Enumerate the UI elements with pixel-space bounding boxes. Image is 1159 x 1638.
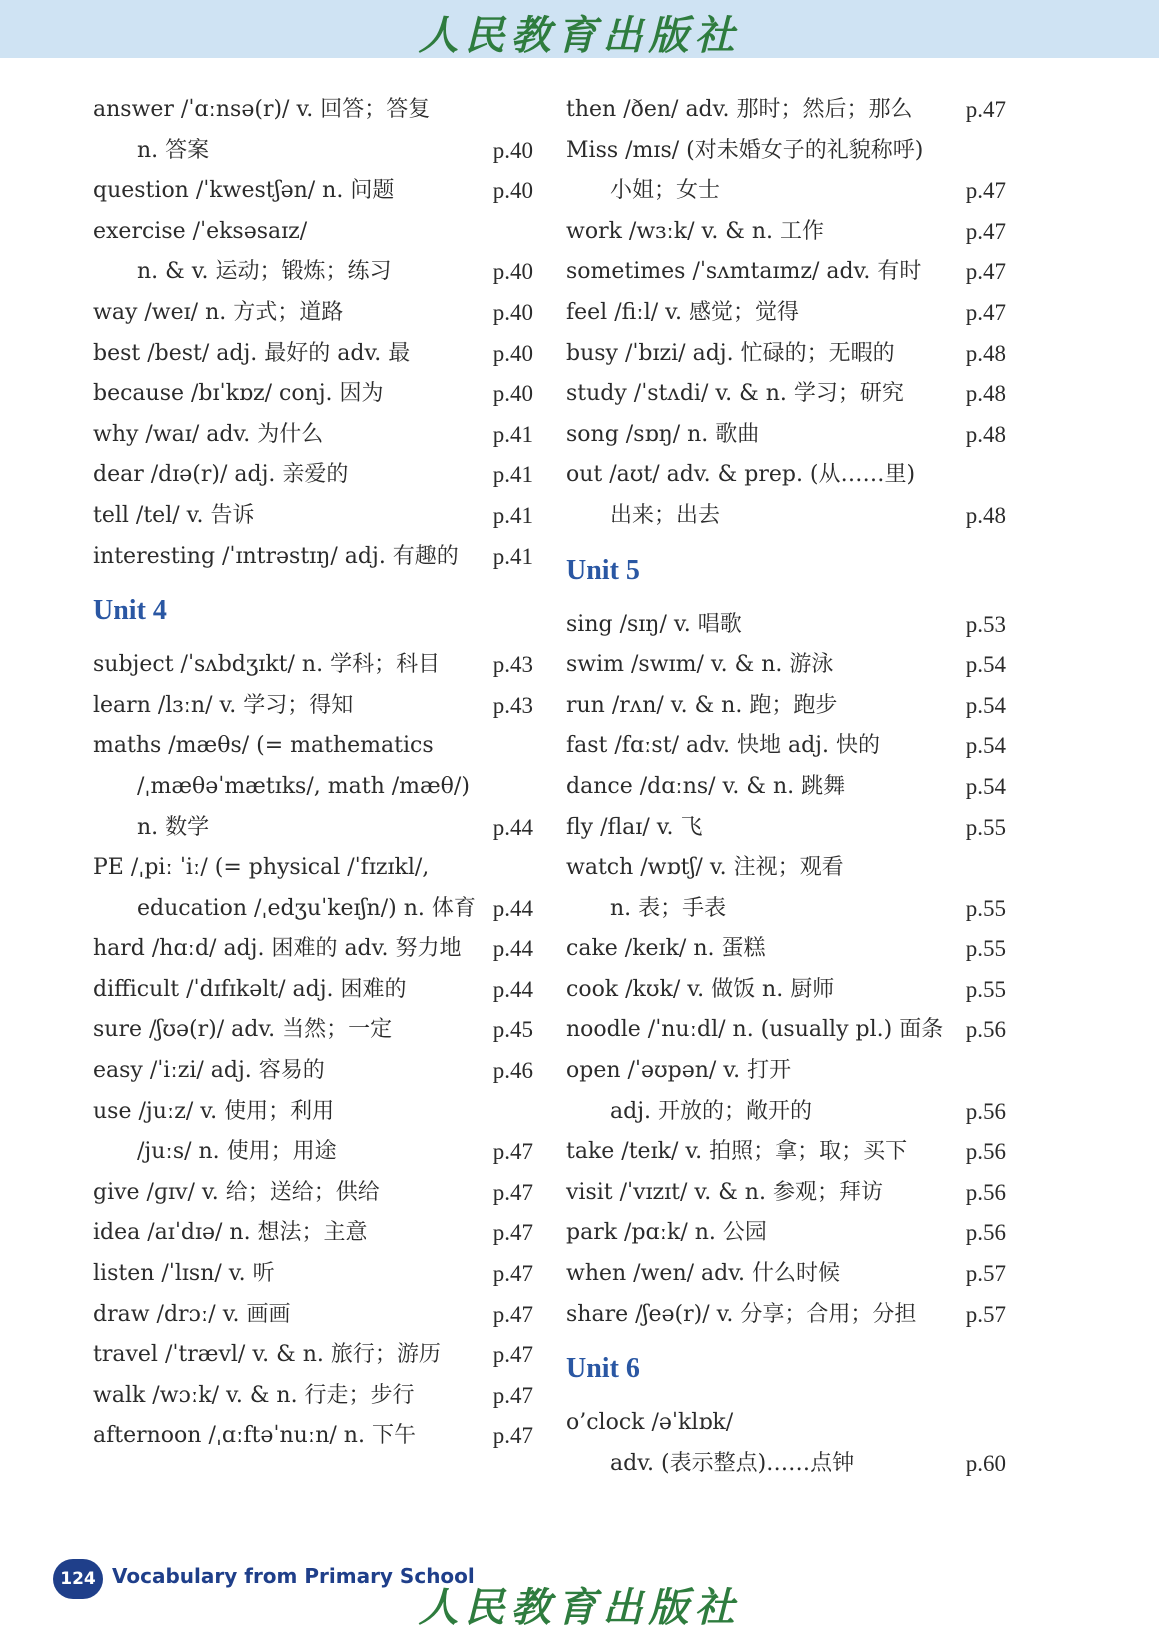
vocabulary-entry xyxy=(566,726,1006,767)
vocabulary-entry xyxy=(93,645,533,686)
vocabulary-column-right xyxy=(566,90,1006,1484)
entry-text: because /bɪˈkɒz/ conj. 因为 xyxy=(93,381,384,407)
vocabulary-entry xyxy=(93,767,533,808)
entry-page-ref: p.47 xyxy=(492,1423,533,1449)
entry-text: interesting /ˈɪntrəstɪŋ/ adj. 有趣的 xyxy=(93,543,459,569)
entry-text: use /juːz/ v. 使用；利用 xyxy=(93,1098,335,1124)
vocabulary-entry xyxy=(93,1173,533,1214)
unit-heading: Unit 6 xyxy=(566,1353,640,1385)
entry-page-ref: p.60 xyxy=(965,1450,1006,1476)
vocabulary-entry xyxy=(93,1213,533,1254)
entry-text: give /ɡɪv/ v. 给；送给；供给 xyxy=(93,1179,380,1205)
entry-page-ref: p.47 xyxy=(965,178,1006,204)
entry-text: way /weɪ/ n. 方式；道路 xyxy=(93,299,344,325)
unit-heading: Unit 4 xyxy=(93,595,167,627)
vocabulary-entry xyxy=(566,848,1006,889)
entry-page-ref: p.41 xyxy=(492,421,533,447)
entry-page-ref: p.41 xyxy=(492,502,533,528)
entry-text: exercise /ˈeksəsaɪz/ xyxy=(93,218,308,244)
entry-text: education /ˌedʒuˈkeɪʃn/) n. 体育 xyxy=(137,895,476,921)
entry-page-ref: p.44 xyxy=(492,936,533,962)
vocabulary-entry xyxy=(93,808,533,849)
entry-page-ref: p.40 xyxy=(492,299,533,325)
entry-page-ref: p.40 xyxy=(492,259,533,285)
entry-text: /juːs/ n. 使用；用途 xyxy=(137,1139,337,1165)
entry-text: travel /ˈtrævl/ v. & n. 旅行；游历 xyxy=(93,1342,441,1368)
entry-text: share /ʃeə(r)/ v. 分享；合用；分担 xyxy=(566,1301,917,1327)
entry-text: /ˌmæθəˈmætɪks/, math /mæθ/) xyxy=(137,773,470,799)
vocabulary-entry xyxy=(93,929,533,970)
entry-page-ref: p.55 xyxy=(965,895,1006,921)
entry-text: watch /wɒtʃ/ v. 注视；观看 xyxy=(566,855,844,881)
entry-text: dance /dɑːns/ v. & n. 跳舞 xyxy=(566,773,846,799)
entry-text: n. 数学 xyxy=(137,814,210,840)
entry-page-ref: p.56 xyxy=(965,1098,1006,1124)
entry-page-ref: p.56 xyxy=(965,1179,1006,1205)
vocabulary-entry xyxy=(566,455,1006,496)
entry-page-ref: p.54 xyxy=(965,733,1006,759)
vocabulary-entry xyxy=(566,131,1006,172)
vocabulary-entry xyxy=(566,605,1006,646)
entry-page-ref: p.47 xyxy=(965,299,1006,325)
entry-page-ref: p.43 xyxy=(492,652,533,678)
entry-page-ref: p.54 xyxy=(965,773,1006,799)
entry-page-ref: p.47 xyxy=(492,1301,533,1327)
entry-text: best /best/ adj. 最好的 adv. 最 xyxy=(93,340,411,366)
entry-page-ref: p.57 xyxy=(965,1301,1006,1327)
entry-page-ref: p.40 xyxy=(492,381,533,407)
entry-page-ref: p.47 xyxy=(492,1139,533,1165)
entry-text: visit /ˈvɪzɪt/ v. & n. 参观；拜访 xyxy=(566,1179,883,1205)
entry-text: swim /swɪm/ v. & n. 游泳 xyxy=(566,652,834,678)
entry-text: n. & v. 运动；锻炼；练习 xyxy=(137,259,392,285)
entry-text: run /rʌn/ v. & n. 跑；跑步 xyxy=(566,692,838,718)
entry-page-ref: p.55 xyxy=(965,976,1006,1002)
vocabulary-entry xyxy=(93,1132,533,1173)
vocabulary-entry xyxy=(566,374,1006,415)
entry-text: o’clock /əˈklɒk/ xyxy=(566,1410,734,1436)
entry-page-ref: p.45 xyxy=(492,1017,533,1043)
entry-text: adj. 开放的；敞开的 xyxy=(610,1098,813,1124)
entry-page-ref: p.47 xyxy=(965,259,1006,285)
entry-text: hard /hɑːd/ adj. 困难的 adv. 努力地 xyxy=(93,936,462,962)
vocabulary-entry xyxy=(93,90,533,131)
vocabulary-entry xyxy=(566,171,1006,212)
entry-page-ref: p.47 xyxy=(965,218,1006,244)
entry-text: subject /ˈsʌbdʒɪkt/ n. 学科；科目 xyxy=(93,652,441,678)
entry-text: afternoon /ˌɑːftəˈnuːn/ n. 下午 xyxy=(93,1423,416,1449)
unit-heading: Unit 5 xyxy=(566,554,640,586)
entry-page-ref: p.54 xyxy=(965,692,1006,718)
entry-text: Miss /mɪs/ (对未婚女子的礼貌称呼) xyxy=(566,137,924,163)
vocabulary-entry xyxy=(566,645,1006,686)
entry-page-ref: p.48 xyxy=(965,421,1006,447)
entry-page-ref: p.48 xyxy=(965,381,1006,407)
vocabulary-entry xyxy=(566,415,1006,456)
entry-text: work /wɜːk/ v. & n. 工作 xyxy=(566,218,825,244)
page-number-badge: 124 xyxy=(53,1559,103,1599)
entry-page-ref: p.40 xyxy=(492,137,533,163)
vocabulary-entry xyxy=(566,90,1006,131)
vocabulary-entry xyxy=(566,334,1006,375)
vocabulary-entry xyxy=(93,1416,533,1457)
vocabulary-entry xyxy=(93,889,533,930)
entry-text: idea /aɪˈdɪə/ n. 想法；主意 xyxy=(93,1220,368,1246)
vocabulary-entry xyxy=(566,1444,1006,1485)
vocabulary-entry xyxy=(93,415,533,456)
entry-text: easy /ˈiːzi/ adj. 容易的 xyxy=(93,1058,325,1084)
entry-page-ref: p.47 xyxy=(492,1342,533,1368)
entry-text: why /waɪ/ adv. 为什么 xyxy=(93,421,324,447)
vocabulary-entry xyxy=(566,252,1006,293)
entry-text: cook /kʊk/ v. 做饭 n. 厨师 xyxy=(566,976,835,1002)
vocabulary-entry xyxy=(566,1254,1006,1295)
vocabulary-entry xyxy=(566,212,1006,253)
vocabulary-entry xyxy=(566,496,1006,537)
vocabulary-entry xyxy=(93,171,533,212)
vocabulary-entry xyxy=(566,1403,1006,1444)
entry-page-ref: p.55 xyxy=(965,936,1006,962)
entry-page-ref: p.41 xyxy=(492,462,533,488)
entry-text: draw /drɔː/ v. 画画 xyxy=(93,1301,291,1327)
vocabulary-entry xyxy=(566,1173,1006,1214)
footer-title: Vocabulary from Primary School xyxy=(112,1564,475,1588)
vocabulary-entry xyxy=(93,1254,533,1295)
entry-text: dear /dɪə(r)/ adj. 亲爱的 xyxy=(93,462,349,488)
entry-text: n. 表；手表 xyxy=(610,895,727,921)
vocabulary-entry xyxy=(566,970,1006,1011)
vocabulary-entry xyxy=(93,334,533,375)
vocabulary-entry xyxy=(93,726,533,767)
entry-page-ref: p.57 xyxy=(965,1261,1006,1287)
vocabulary-entry xyxy=(93,1376,533,1417)
vocabulary-entry xyxy=(93,293,533,334)
entry-text: take /teɪk/ v. 拍照；拿；取；买下 xyxy=(566,1139,908,1165)
entry-text: then /ðen/ adv. 那时；然后；那么 xyxy=(566,97,913,122)
vocabulary-entry xyxy=(93,848,533,889)
vocabulary-entry xyxy=(566,1132,1006,1173)
entry-text: open /ˈəʊpən/ v. 打开 xyxy=(566,1058,792,1084)
entry-text: out /aʊt/ adv. & prep. (从……里) xyxy=(566,462,916,488)
vocabulary-entry xyxy=(93,970,533,1011)
entry-text: cake /keɪk/ n. 蛋糕 xyxy=(566,936,766,962)
entry-text: fast /fɑːst/ adv. 快地 adj. 快的 xyxy=(566,733,880,759)
entry-page-ref: p.47 xyxy=(492,1220,533,1246)
entry-page-ref: p.44 xyxy=(492,976,533,1002)
footer-publisher-logo: 人民教育出版社 xyxy=(418,1584,741,1631)
entry-page-ref: p.43 xyxy=(492,692,533,718)
vocabulary-entry xyxy=(566,889,1006,930)
entry-page-ref: p.48 xyxy=(965,502,1006,528)
entry-page-ref: p.48 xyxy=(965,340,1006,366)
entry-page-ref: p.44 xyxy=(492,814,533,840)
vocabulary-entry xyxy=(93,1335,533,1376)
vocabulary-entry xyxy=(93,1092,533,1133)
vocabulary-entry xyxy=(93,374,533,415)
entry-text: sometimes /ˈsʌmtaɪmz/ adv. 有时 xyxy=(566,259,922,285)
entry-text: park /pɑːk/ n. 公园 xyxy=(566,1220,767,1246)
entry-text: n. 答案 xyxy=(137,137,210,163)
entry-text: answer /ˈɑːnsə(r)/ v. 回答；答复 xyxy=(93,97,431,122)
vocabulary-entry xyxy=(93,212,533,253)
entry-text: sure /ʃʊə(r)/ adv. 当然；一定 xyxy=(93,1017,393,1043)
entry-page-ref: p.40 xyxy=(492,340,533,366)
vocabulary-entry xyxy=(93,1051,533,1092)
vocabulary-entry xyxy=(566,1213,1006,1254)
entry-text: busy /ˈbɪzi/ adj. 忙碌的；无暇的 xyxy=(566,340,895,366)
entry-page-ref: p.53 xyxy=(965,611,1006,637)
vocabulary-entry xyxy=(566,1051,1006,1092)
entry-page-ref: p.44 xyxy=(492,895,533,921)
entry-text: 小姐；女士 xyxy=(610,178,721,204)
entry-text: difficult /ˈdɪfɪkəlt/ adj. 困难的 xyxy=(93,976,407,1002)
entry-text: when /wen/ adv. 什么时候 xyxy=(566,1261,841,1287)
vocabulary-entry xyxy=(566,1010,1006,1051)
entry-text: learn /lɜːn/ v. 学习；得知 xyxy=(93,692,354,718)
vocabulary-entry xyxy=(566,686,1006,727)
entry-text: maths /mæθs/ (= mathematics xyxy=(93,733,434,759)
entry-text: tell /tel/ v. 告诉 xyxy=(93,502,255,528)
entry-text: fly /flaɪ/ v. 飞 xyxy=(566,814,703,840)
vocabulary-entry xyxy=(93,686,533,727)
entry-text: 出来；出去 xyxy=(610,502,721,528)
vocabulary-entry xyxy=(566,767,1006,808)
entry-text: feel /fiːl/ v. 感觉；觉得 xyxy=(566,299,799,325)
entry-text: noodle /ˈnuːdl/ n. (usually pl.) 面条 xyxy=(566,1017,944,1043)
vocabulary-entry xyxy=(566,808,1006,849)
vocabulary-entry xyxy=(93,131,533,172)
entry-text: song /sɒŋ/ n. 歌曲 xyxy=(566,421,760,447)
entry-page-ref: p.41 xyxy=(492,543,533,569)
entry-page-ref: p.56 xyxy=(965,1220,1006,1246)
entry-page-ref: p.47 xyxy=(492,1382,533,1408)
entry-page-ref: p.56 xyxy=(965,1139,1006,1165)
publisher-logo: 人民教育出版社 xyxy=(418,12,741,59)
vocabulary-entry xyxy=(93,1295,533,1336)
entry-page-ref: p.47 xyxy=(492,1261,533,1287)
vocabulary-entry xyxy=(93,537,533,578)
entry-text: walk /wɔːk/ v. & n. 行走；步行 xyxy=(93,1382,415,1408)
vocabulary-entry xyxy=(566,293,1006,334)
entry-text: listen /ˈlɪsn/ v. 听 xyxy=(93,1261,275,1287)
vocabulary-entry xyxy=(93,455,533,496)
entry-text: adv. (表示整点)……点钟 xyxy=(610,1450,855,1476)
entry-page-ref: p.47 xyxy=(965,97,1006,122)
entry-text: study /ˈstʌdi/ v. & n. 学习；研究 xyxy=(566,381,904,407)
entry-page-ref: p.47 xyxy=(492,1179,533,1205)
entry-page-ref: p.40 xyxy=(492,178,533,204)
entry-text: PE /ˌpiː ˈiː/ (= physical /ˈfɪzɪkl/, xyxy=(93,855,430,881)
vocabulary-entry xyxy=(566,1295,1006,1336)
vocabulary-entry xyxy=(93,252,533,293)
entry-page-ref: p.55 xyxy=(965,814,1006,840)
vocabulary-entry xyxy=(566,1092,1006,1133)
vocabulary-entry xyxy=(566,929,1006,970)
entry-text: question /ˈkwestʃən/ n. 问题 xyxy=(93,178,395,204)
entry-page-ref: p.46 xyxy=(492,1058,533,1084)
entry-page-ref: p.54 xyxy=(965,652,1006,678)
vocabulary-entry xyxy=(93,1010,533,1051)
entry-page-ref: p.56 xyxy=(965,1017,1006,1043)
vocabulary-column-left xyxy=(93,90,533,1457)
entry-text: sing /sɪŋ/ v. 唱歌 xyxy=(566,611,742,637)
vocabulary-entry xyxy=(93,496,533,537)
